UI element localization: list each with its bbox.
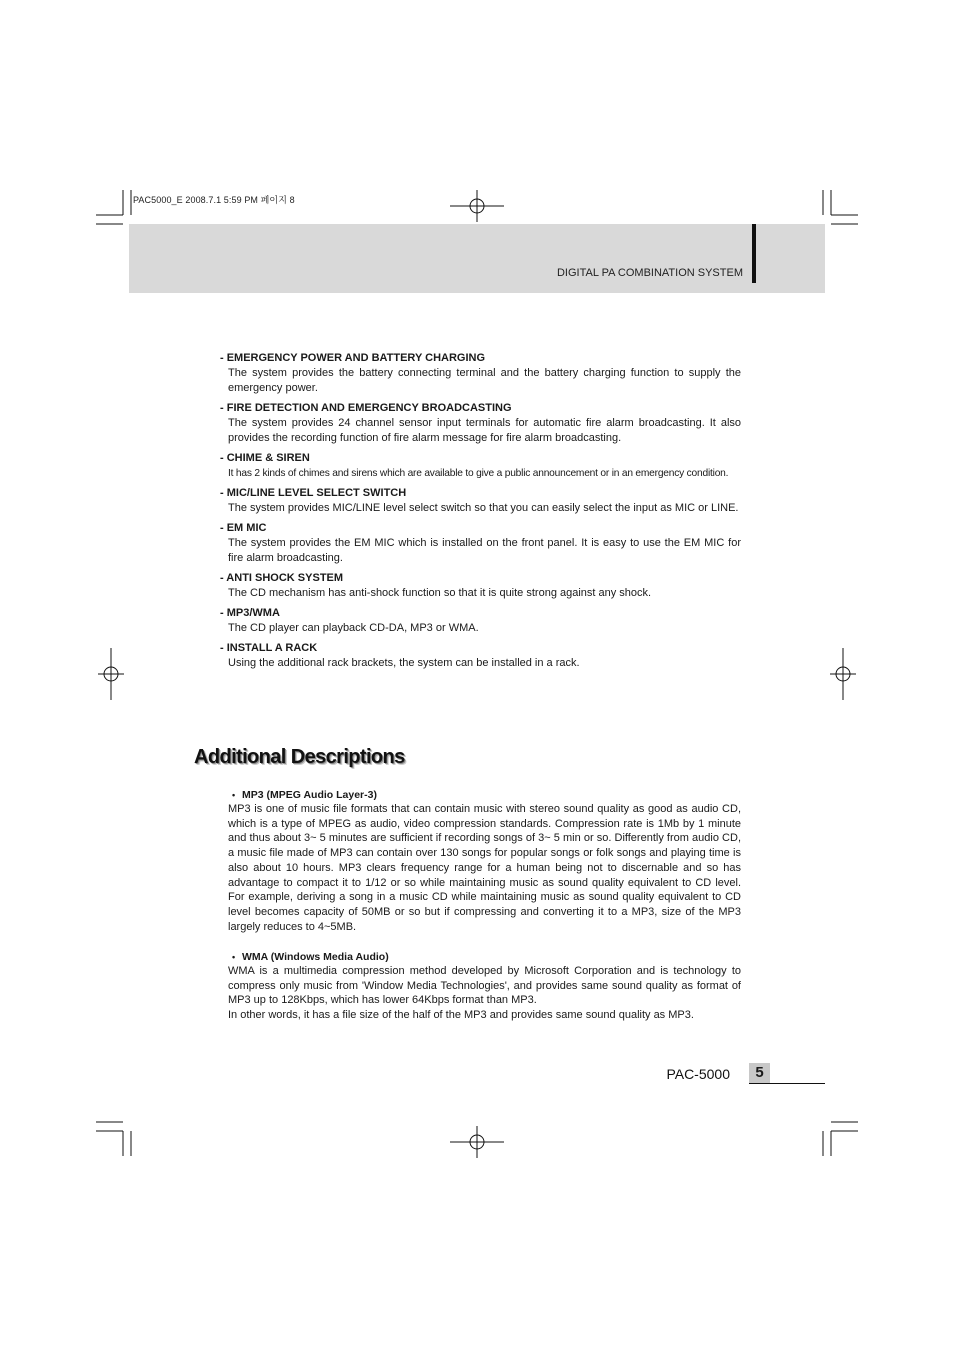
description-text: In other words, it has a file size of the half of the MP3 and provides same sound quality as MP3. bbox=[228, 1009, 694, 1022]
feature-item bbox=[220, 486, 741, 516]
description-heading-text: MP3 (MPEG Audio Layer-3) bbox=[242, 789, 377, 801]
feature-text: The CD mechanism has anti-shock function so that it is quite strong against any shock. bbox=[228, 587, 652, 599]
header-accent-bar bbox=[752, 224, 756, 283]
feature-item bbox=[220, 641, 741, 671]
description-item-mp3 bbox=[228, 788, 741, 934]
feature-list bbox=[220, 351, 741, 676]
feature-heading: - INSTALL A RACK bbox=[220, 642, 318, 654]
feature-heading: - MIC/LINE LEVEL SELECT SWITCH bbox=[220, 487, 407, 499]
feature-text: The system provides 24 channel sensor input terminals for automatic fire alarm broadcasting. It also provides the recording function of fire alarm message for fire alarm broadcasting. bbox=[228, 417, 741, 444]
feature-item bbox=[220, 451, 741, 481]
feature-text: It has 2 kinds of chimes and sirens which are available to give a public announcement or in an emergency condition. bbox=[228, 468, 729, 479]
feature-heading: - EM MIC bbox=[220, 522, 267, 534]
description-heading bbox=[232, 950, 741, 964]
feature-text: Using the additional rack brackets, the system can be installed in a rack. bbox=[228, 657, 580, 669]
description-heading-text: WMA (Windows Media Audio) bbox=[242, 951, 389, 963]
feature-heading: - EMERGENCY POWER AND BATTERY CHARGING bbox=[220, 352, 486, 364]
description-item-wma bbox=[228, 950, 741, 1023]
feature-item bbox=[220, 606, 741, 636]
feature-item bbox=[220, 571, 741, 601]
feature-text: The CD player can playback CD-DA, MP3 or WMA. bbox=[228, 622, 479, 634]
bullet-icon: • bbox=[232, 790, 236, 800]
header-band bbox=[129, 224, 825, 293]
feature-heading: - MP3/WMA bbox=[220, 607, 280, 619]
feature-item bbox=[220, 401, 741, 446]
bullet-icon: • bbox=[232, 952, 236, 962]
feature-text: The system provides MIC/LINE level select switch so that you can easily select the input as MIC or LINE. bbox=[228, 502, 739, 514]
description-text: MP3 is one of music file formats that can contain music with stereo sound quality as good as audio CD, which is a type of MPEG as audio, video compression standards. Compression rate is 1Mb by 1 minute and thus about 3~ 5 minutes are sufficient if recording songs of 3~ 5 min or so. Differently from audio CD, a music file made of MP3 can contain over 130 songs for popular songs or folk songs and playing time is also about 10 hours. MP3 clears frequency range for a human being not to discernable and so has advantage to compact it to 1/12 or so while maintaining music as sound quality equivalent to CD level. For example, deriving a song in a music CD while maintaining music as sound quality equivalent to CD level becomes capacity of 50MB or so but if compressing and converting it to a MP3, size of the MP3 largely reduces to 4~5MB. bbox=[228, 803, 741, 933]
footer-rule bbox=[749, 1083, 825, 1084]
description-heading bbox=[232, 788, 741, 802]
feature-text: The system provides the EM MIC which is installed on the front panel. It is easy to use the EM MIC for fire alarm broadcasting. bbox=[228, 537, 741, 564]
feature-text: The system provides the battery connecting terminal and the battery charging function to supply the emergency power. bbox=[228, 367, 741, 394]
feature-heading: - ANTI SHOCK SYSTEM bbox=[220, 572, 344, 584]
model-name: PAC-5000 bbox=[666, 1066, 730, 1082]
print-info: PAC5000_E 2008.7.1 5:59 PM 페이지 8 bbox=[133, 195, 295, 205]
section-title: Additional Descriptions bbox=[194, 746, 405, 768]
header-title: DIGITAL PA COMBINATION SYSTEM bbox=[556, 267, 743, 279]
description-text: WMA is a multimedia compression method developed by Microsoft Corporation and is technology to compress only music from 'Window Media Technologies', and provides same sound quality as format of MP3 up to 128Kbps, which has lower 64Kbps format than MP3. bbox=[228, 965, 741, 1007]
feature-item bbox=[220, 351, 741, 396]
page-number: 5 bbox=[755, 1064, 764, 1081]
feature-item bbox=[220, 521, 741, 566]
feature-heading: - FIRE DETECTION AND EMERGENCY BROADCASTING bbox=[220, 402, 512, 414]
feature-heading: - CHIME & SIREN bbox=[220, 452, 310, 464]
